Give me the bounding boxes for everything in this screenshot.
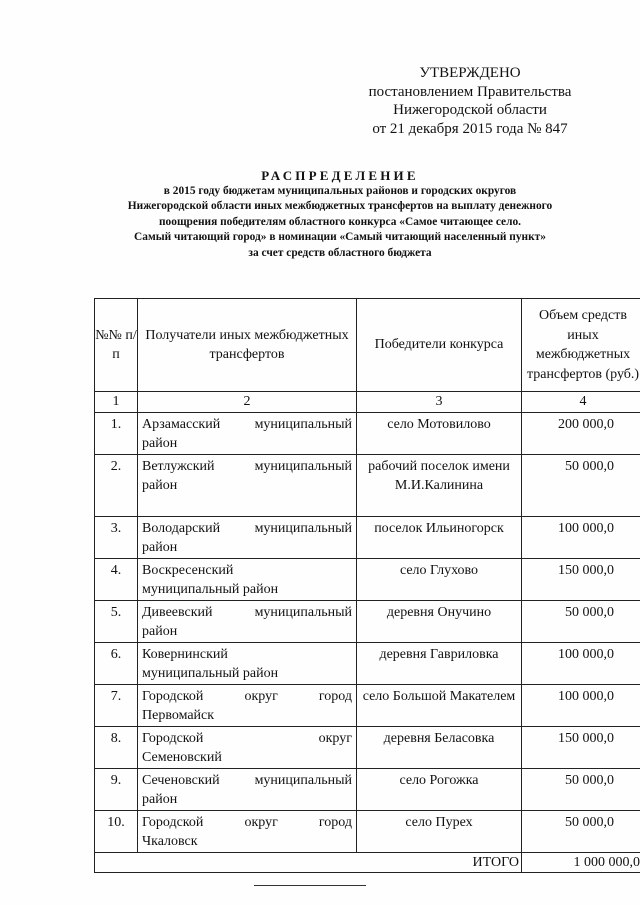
winner-cell [357, 558, 522, 600]
header-num: №№ п/п [95, 299, 138, 392]
amount-value: 50 000,0 [565, 772, 614, 788]
amount-value: 150 000,0 [558, 562, 614, 578]
winner-cell [357, 642, 522, 684]
total-label: ИТОГО [95, 852, 522, 873]
recipient-cell [138, 600, 357, 642]
col-number: 4 [522, 392, 640, 413]
winner-cell [357, 726, 522, 768]
approval-line: постановлением Правительства [368, 83, 572, 100]
total-amount-value: 1 000 000,0 [573, 854, 640, 870]
recipient-cell [138, 726, 357, 768]
recipient-cell [138, 454, 357, 516]
title-line: за счет средств областного бюджета [248, 246, 432, 259]
winner-name: село Мотовилово [387, 416, 491, 432]
recipient-line: Володарский муниципальный [142, 520, 352, 536]
header-amount: Объем средств иных межбюджетных трансфертов (руб.) [522, 299, 640, 392]
recipient-line: район [142, 436, 178, 451]
recipient-line: Семеновский [142, 750, 222, 765]
table-row [95, 810, 640, 852]
winner-cell [357, 412, 522, 454]
recipient-line: Городской округ [142, 730, 352, 746]
winner-cell [357, 810, 522, 852]
table-row [95, 558, 640, 600]
recipient-cell [138, 516, 357, 558]
document-title [40, 168, 640, 261]
header-recipient: Получатели иных межбюджетных трансфертов [138, 299, 357, 392]
winner-name: рабочий поселок имени М.И.Калинина [368, 458, 510, 493]
col-number: 2 [138, 392, 357, 413]
recipient-line: район [142, 478, 178, 493]
recipient-cell [138, 558, 357, 600]
amount-value: 100 000,0 [558, 646, 614, 662]
title-line: Самый читающий город» в номинации «Самый читающий населенный пункт» [134, 231, 546, 244]
amount-value: 50 000,0 [565, 604, 614, 620]
amount-cell [522, 412, 640, 454]
table-row [95, 684, 640, 726]
amount-value: 100 000,0 [558, 688, 614, 704]
col-number: 1 [95, 392, 138, 413]
footer-divider [254, 885, 366, 886]
amount-cell [522, 454, 640, 516]
recipient-line: Сеченовский муниципальный [142, 772, 352, 788]
recipient-line: Чкаловск [142, 834, 198, 849]
amount-cell [522, 810, 640, 852]
winner-cell [357, 768, 522, 810]
winner-name: поселок Ильиногорск [374, 520, 504, 536]
table-body [95, 412, 640, 852]
amount-cell [522, 516, 640, 558]
title-line: Нижегородской области иных межбюджетных трансфертов на выплату денежного [127, 200, 553, 213]
table-header-row [95, 299, 640, 392]
title-line: поощрения победителям областного конкурса «Самое читающее село. [158, 215, 522, 228]
recipient-line: район [142, 792, 178, 807]
recipient-line: район [142, 540, 178, 555]
recipient-cell [138, 810, 357, 852]
winner-cell [357, 684, 522, 726]
recipient-cell [138, 768, 357, 810]
table-row [95, 642, 640, 684]
table-row [95, 768, 640, 810]
winner-cell [357, 454, 522, 516]
approval-stamp [350, 64, 590, 138]
row-number: 3. [95, 516, 138, 558]
row-number: 10. [95, 810, 138, 852]
table-row [95, 412, 640, 454]
recipient-cell [138, 412, 357, 454]
title-heading: РАСПРЕДЕЛЕНИЕ [261, 168, 419, 183]
recipient-line: муниципальный район [142, 666, 279, 681]
amount-cell [522, 642, 640, 684]
distribution-table [94, 298, 640, 873]
row-number: 6. [95, 642, 138, 684]
recipient-line: Ветлужский муниципальный [142, 458, 352, 474]
header-winner: Победители конкурса [357, 299, 522, 392]
winner-name: деревня Беласовка [383, 730, 495, 746]
winner-name: деревня Онучино [386, 604, 492, 620]
row-number: 8. [95, 726, 138, 768]
col-number: 3 [357, 392, 522, 413]
recipient-line: Городской округ город [142, 814, 352, 830]
recipient-line: Арзамасский муниципальный [142, 416, 352, 432]
recipient-line: муниципальный район [142, 582, 279, 597]
row-number: 1. [95, 412, 138, 454]
column-number-row [95, 392, 640, 413]
table-row [95, 600, 640, 642]
total-amount [522, 852, 640, 873]
approval-line: Нижегородской области [393, 102, 547, 118]
total-row [95, 852, 640, 873]
winner-name: село Пурех [405, 814, 473, 830]
amount-cell [522, 684, 640, 726]
amount-value: 150 000,0 [558, 730, 614, 746]
title-line: в 2015 году бюджетам муниципальных районов и городских округов [163, 185, 517, 197]
winner-name: деревня Гавриловка [379, 646, 499, 662]
amount-value: 100 000,0 [558, 520, 614, 536]
winner-cell [357, 516, 522, 558]
winner-name: село Глухово [399, 562, 479, 578]
table-row [95, 454, 640, 516]
row-number: 2. [95, 454, 138, 516]
amount-value: 50 000,0 [565, 458, 614, 474]
recipient-line: Ковернинский [142, 646, 228, 662]
amount-value: 50 000,0 [565, 814, 614, 830]
winner-name: село Большой Макателем [362, 688, 516, 704]
table-row [95, 516, 640, 558]
amount-cell [522, 726, 640, 768]
recipient-line: Городской округ город [142, 688, 352, 704]
winner-cell [357, 600, 522, 642]
recipient-line: Воскресенский [142, 562, 234, 578]
row-number: 7. [95, 684, 138, 726]
approval-heading: УТВЕРЖДЕНО [419, 65, 521, 81]
recipient-cell [138, 684, 357, 726]
amount-cell [522, 768, 640, 810]
row-number: 5. [95, 600, 138, 642]
recipient-line: район [142, 624, 178, 639]
amount-cell [522, 558, 640, 600]
approval-date: от 21 декабря 2015 года № 847 [372, 120, 568, 137]
table-row [95, 726, 640, 768]
row-number: 4. [95, 558, 138, 600]
recipient-line: Первомайск [142, 708, 215, 723]
amount-cell [522, 600, 640, 642]
amount-value: 200 000,0 [558, 416, 614, 432]
row-number: 9. [95, 768, 138, 810]
recipient-line: Дивеевский муниципальный [142, 604, 352, 620]
winner-name: село Рогожка [399, 772, 479, 788]
recipient-cell [138, 642, 357, 684]
